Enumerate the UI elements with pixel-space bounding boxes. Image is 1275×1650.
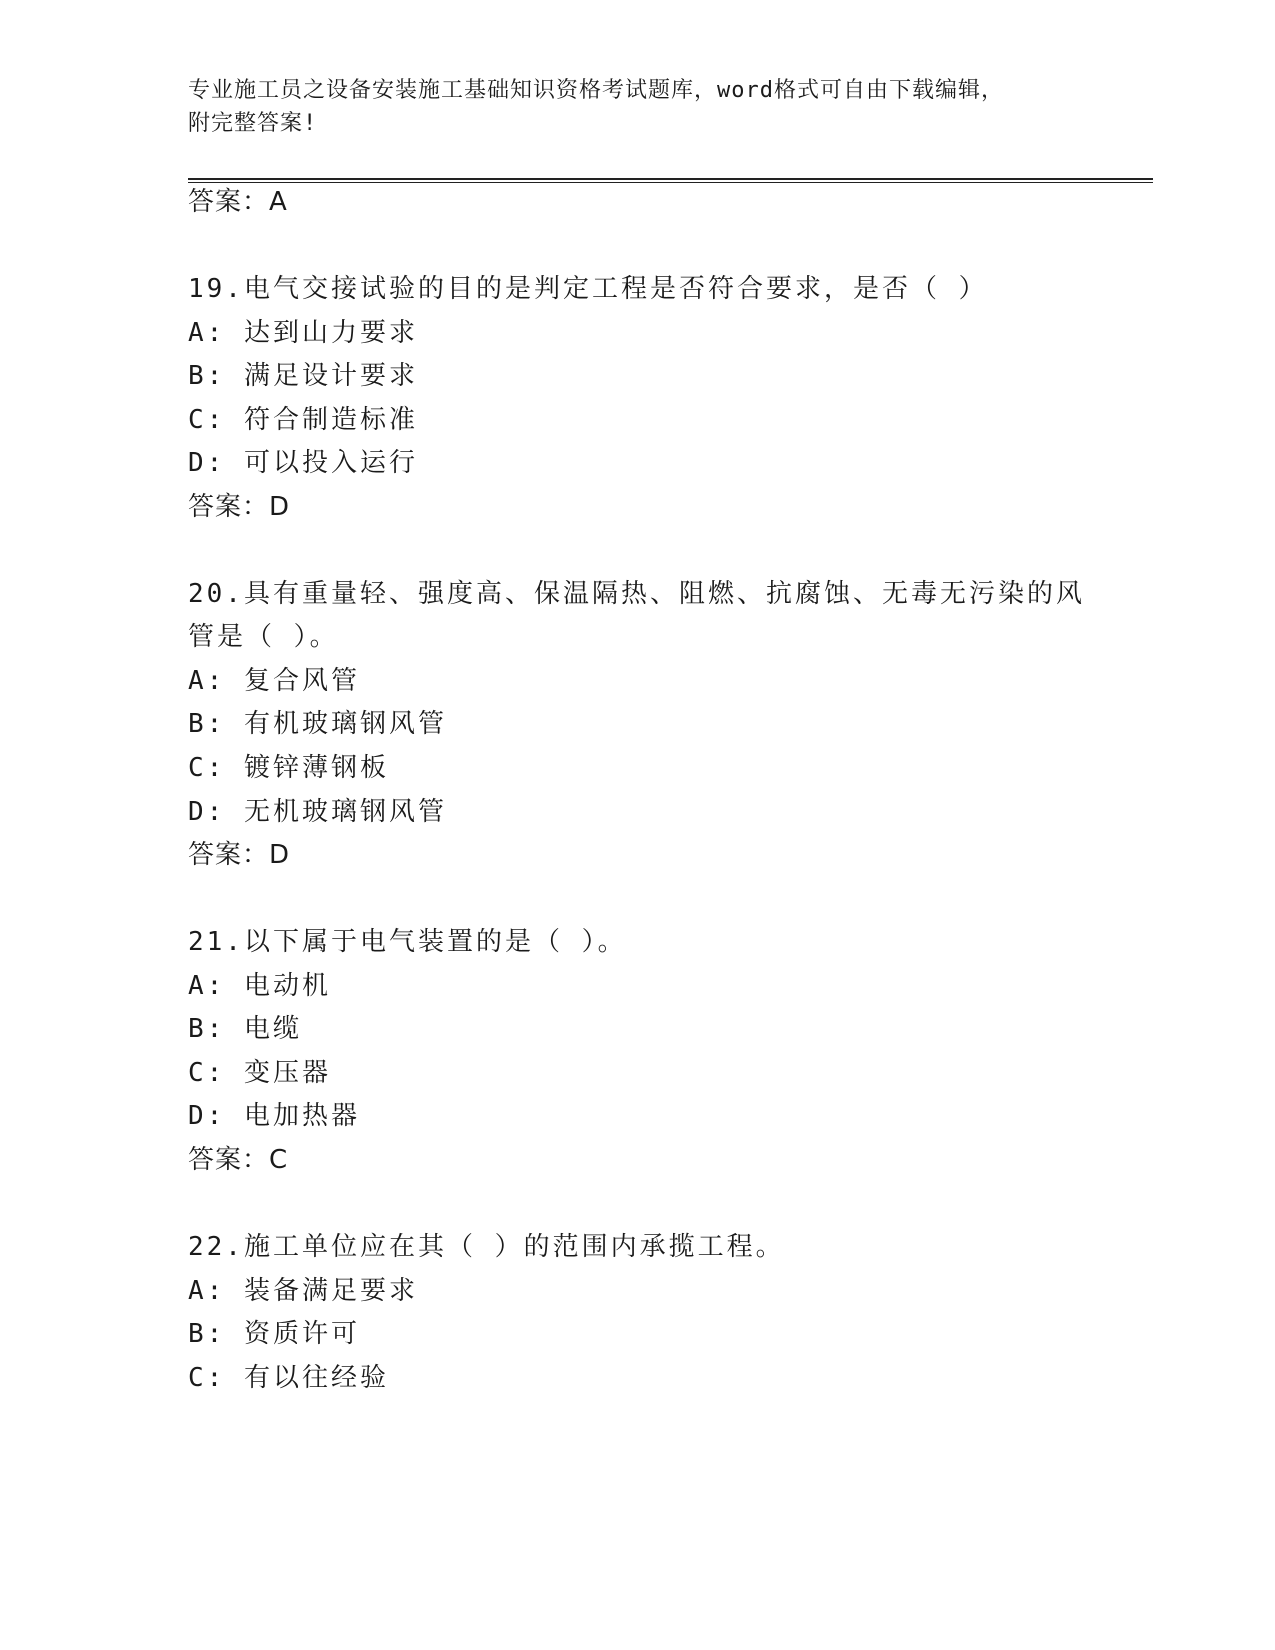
option-line: A: 电动机 — [188, 971, 331, 1001]
option-line: B: 满足设计要求 — [188, 361, 418, 391]
question-stem-continued: 管是（ ）。 — [188, 622, 339, 652]
answer-line: 答案：A — [188, 187, 288, 217]
option-line: A: 装备满足要求 — [188, 1276, 418, 1306]
question-stem: 19.电气交接试验的目的是判定工程是否符合要求，是否（ ） — [188, 274, 988, 304]
option-line: D: 可以投入运行 — [188, 448, 418, 478]
option-line: D: 无机玻璃钢风管 — [188, 797, 447, 827]
header-divider — [188, 178, 1153, 183]
option-line: C: 变压器 — [188, 1058, 331, 1088]
option-line: C: 镀锌薄钢板 — [188, 753, 389, 783]
option-line: B: 电缆 — [188, 1014, 302, 1044]
question-stem: 20.具有重量轻、强度高、保温隔热、阻燃、抗腐蚀、无毒无污染的风 — [188, 579, 1085, 609]
header-line-1: 专业施工员之设备安装施工基础知识资格考试题库，word格式可自由下载编辑， — [188, 78, 1004, 103]
option-line: B: 资质许可 — [188, 1319, 360, 1349]
question-stem: 21.以下属于电气装置的是（ ）。 — [188, 927, 627, 957]
answer-line: 答案：D — [188, 492, 291, 522]
option-line: D: 电加热器 — [188, 1101, 360, 1131]
question-stem: 22.施工单位应在其（ ）的范围内承揽工程。 — [188, 1232, 785, 1262]
answer-line: 答案：D — [188, 840, 291, 870]
option-line: A: 复合风管 — [188, 666, 360, 696]
answer-line: 答案：C — [188, 1145, 289, 1175]
option-line: B: 有机玻璃钢风管 — [188, 709, 447, 739]
option-line: C: 符合制造标准 — [188, 405, 418, 435]
option-line: C: 有以往经验 — [188, 1363, 389, 1393]
document-header — [188, 74, 1068, 140]
option-line: A: 达到山力要求 — [188, 318, 418, 348]
header-line-2: 附完整答案! — [188, 111, 318, 136]
